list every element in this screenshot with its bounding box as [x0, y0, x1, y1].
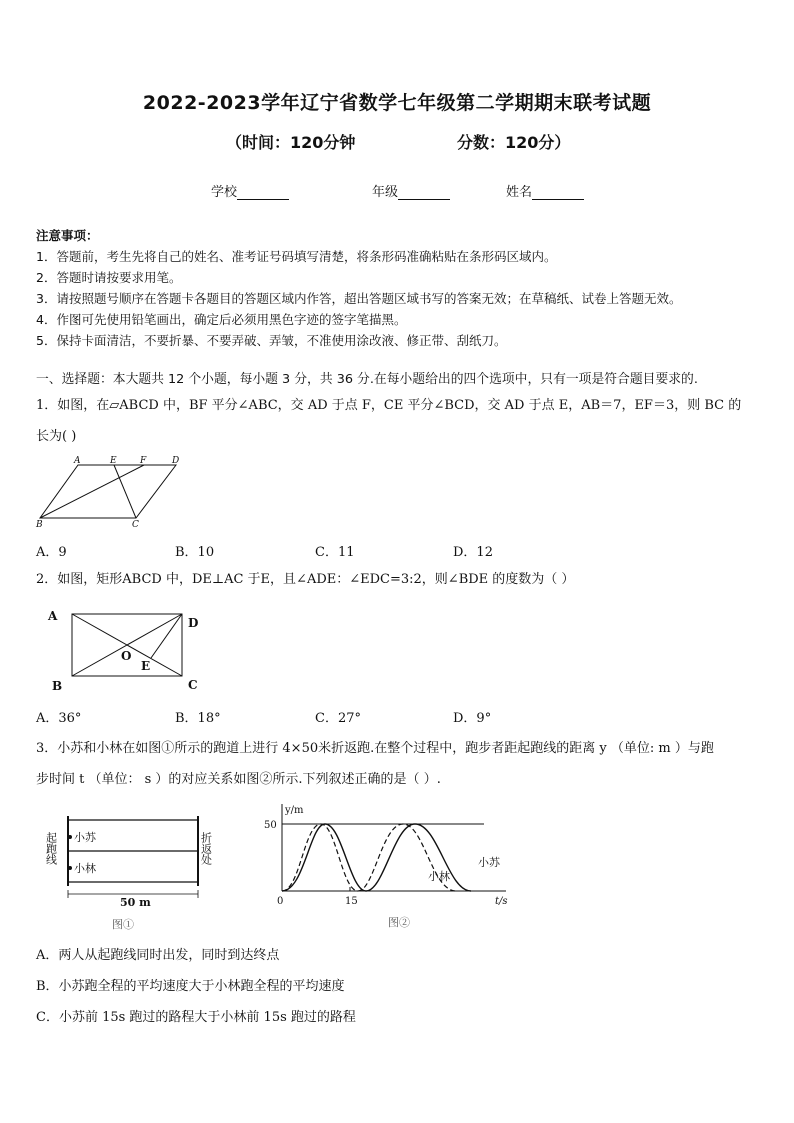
point-d-label: D [172, 456, 180, 466]
page-title: 2022-2023学年辽宁省数学七年级第二学期期末联考试题 [142, 92, 652, 114]
point-c-label: C [188, 678, 198, 692]
question-1-line1: 1．如图，在▱ABCD 中，BF 平分∠ABC，交 AD 于点 F，CE 平分∠BCD，交 AD 于点 E，AB＝7，EF＝3，则 BC 的 [36, 398, 742, 413]
point-b-label: B [52, 679, 63, 693]
grade-blank[interactable] [398, 185, 450, 200]
y-axis-label: y/m [285, 805, 304, 816]
option-a[interactable]: A．36° [36, 711, 82, 726]
point-e-label: E [110, 456, 117, 466]
point-a-label: A [48, 609, 58, 623]
point-b-label: B [36, 520, 43, 530]
point-o-label: O [121, 649, 132, 663]
turn-back-label: 折返处 [199, 832, 213, 865]
figure-1-caption: 图① [112, 918, 134, 931]
option-d[interactable]: D．12 [453, 545, 493, 560]
option-c[interactable]: C．11 [315, 545, 355, 560]
name-label: 姓名 [506, 185, 533, 200]
x-tick-0: 0 [277, 896, 284, 907]
name-blank[interactable] [532, 185, 584, 200]
note-item: 3．请按照题号顺序在答题卡各题目的答题区域内作答，超出答题区域书写的答案无效；在草稿纸、试卷上答题无效。 [36, 291, 682, 306]
note-item: 5．保持卡面清洁，不要折暴、不要弄破、弄皱，不准使用涂改液、修正带、刮纸刀。 [36, 333, 507, 348]
point-c-label: C [132, 520, 139, 530]
figure-2-caption: 图② [388, 916, 410, 929]
note-item: 4．作图可先使用铅笔画出，确定后必须用黑色字迹的签字笔描黑。 [36, 312, 407, 327]
track-figure [44, 810, 223, 935]
x-tick-15: 15 [345, 896, 358, 907]
track-length-label: 50 m [120, 896, 151, 909]
question-1-figure [36, 454, 186, 530]
option-b[interactable]: B．10 [175, 545, 215, 560]
option-b[interactable]: B．小苏跑全程的平均速度大于小林跑全程的平均速度 [36, 979, 345, 994]
question-3-line2: 步时间 t （单位： s ）的对应关系如图②所示.下列叙述正确的是（ ）. [36, 772, 441, 787]
x-axis-label: t/s [495, 896, 508, 907]
option-b[interactable]: B．18° [175, 711, 221, 726]
question-3 [36, 733, 760, 795]
note-item: 2．答题时请按要求用笔。 [36, 270, 182, 285]
segment-bf [40, 465, 144, 518]
option-a[interactable]: A．两人从起跑线同时出发，同时到达终点 [36, 948, 280, 963]
point-e-label: E [141, 659, 151, 673]
note-item: 1．答题前，考生先将自己的姓名、准考证号码填写清楚，将条形码准确粘贴在条形码区域内。 [36, 249, 557, 264]
distance-time-graph [264, 800, 516, 934]
school-field [211, 181, 289, 200]
curve-xiaolin-label: 小林 [428, 870, 450, 883]
notes-heading: 注意事项： [36, 228, 99, 243]
question-1-line2: 长为( ) [36, 429, 77, 444]
option-d[interactable]: D．9° [453, 711, 492, 726]
curve-xiaosu-label: 小苏 [478, 856, 500, 869]
runner-lin-label: 小林 [74, 862, 96, 875]
y-tick-50: 50 [264, 820, 277, 831]
point-f-label: F [140, 456, 147, 466]
question-2-line1: 2．如图，矩形ABCD 中，DE⊥AC 于E，且∠ADE：∠EDC=3:2，则∠BDE 的度数为（ ） [36, 572, 575, 587]
grade-field [372, 181, 450, 200]
question-2 [36, 564, 760, 595]
exam-time: （时间：120分钟 [226, 133, 356, 152]
school-label: 学校 [211, 185, 238, 200]
start-line-label: 起跑线 [44, 832, 58, 865]
name-field [506, 181, 584, 200]
point-a-label: A [74, 456, 81, 466]
option-c[interactable]: C．小苏前 15s 跑过的路程大于小林前 15s 跑过的路程 [36, 1010, 356, 1025]
question-2-figure [40, 604, 220, 696]
parallelogram-abcd [40, 465, 176, 518]
section-heading: 一、选择题：本大题共 12 个小题，每小题 3 分，共 36 分.在每小题给出的四个选项中，只有一项是符合题目要求的. [36, 372, 698, 387]
question-3-line1: 3．小苏和小林在如图①所示的跑道上进行 4×50米折返跑.在整个过程中，跑步者距起跑线的距离 y （单位: m ）与跑 [36, 741, 714, 756]
exam-score: 分数：120分） [457, 133, 571, 152]
runner-su-label: 小苏 [74, 831, 96, 844]
grade-label: 年级 [372, 185, 399, 200]
notes [36, 225, 766, 351]
option-a[interactable]: A．9 [36, 545, 67, 560]
question-3-options [36, 940, 760, 1033]
school-blank[interactable] [237, 185, 289, 200]
segment-ce [114, 465, 136, 518]
point-d-label: D [188, 616, 199, 630]
option-c[interactable]: C．27° [315, 711, 361, 726]
question-1 [36, 390, 760, 452]
segment-de [151, 614, 182, 658]
